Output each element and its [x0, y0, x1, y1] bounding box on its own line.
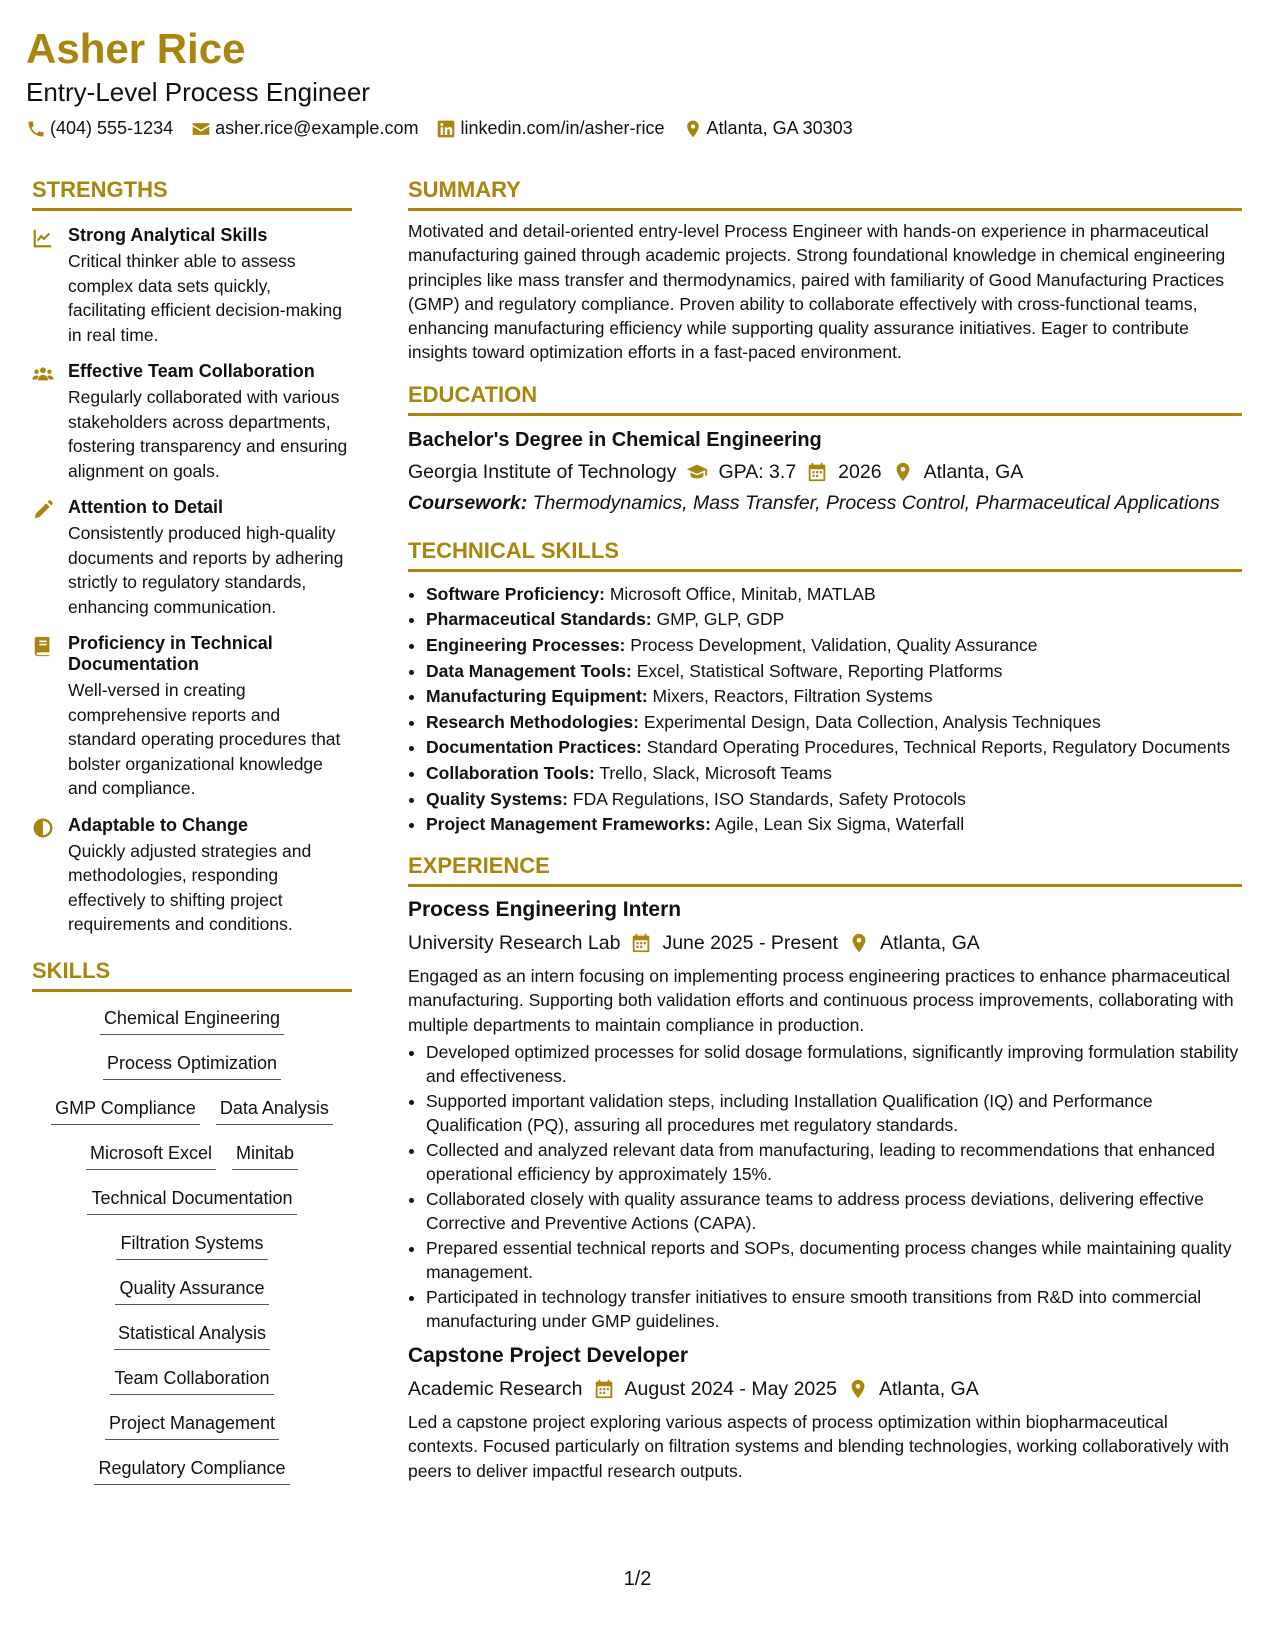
technical-skills-section: [408, 537, 1242, 836]
skills-list: [32, 1006, 352, 1501]
skill-value: Process Development, Validation, Quality Assurance: [630, 634, 1038, 655]
users-icon: [32, 363, 54, 385]
education-location: Atlanta, GA: [923, 460, 1024, 483]
map-pin-icon: [847, 1378, 869, 1400]
email-text[interactable]: asher.rice@example.com: [215, 118, 419, 138]
job-dates: August 2024 - May 2025: [624, 1378, 837, 1401]
list-item: • Collaborated closely with quality assurance teams to address process deviations, delivering effective Corrective and Preventive Actions (CAPA).: [426, 1188, 1242, 1235]
strength-item: [32, 225, 352, 347]
skill-value: Trello, Slack, Microsoft Teams: [599, 762, 832, 783]
left-column: [32, 176, 352, 1501]
strength-desc: Well-versed in creating comprehensive reports and standard operating procedures that bolster organizational knowledge and compliance.: [68, 680, 341, 798]
summary-section: [408, 176, 1242, 365]
job-meta: [408, 930, 1242, 956]
strength-item: [32, 815, 352, 937]
strength-title: Attention to Detail: [68, 497, 223, 517]
contact-bar: [26, 118, 1245, 139]
skill-row: [116, 1231, 267, 1276]
list-item: [426, 607, 1242, 631]
graduation-cap-icon: [686, 461, 708, 483]
job-summary: Engaged as an intern focusing on implementing process engineering practices to enhance pharmaceutical manufacturing. Supporting both validation efforts and continuous process improvements, collaborating with multiple departments to maintain compliance in production.: [408, 966, 1234, 1035]
list-item: [426, 582, 1242, 606]
list-item: [426, 812, 1242, 836]
gpa-text: GPA: 3.7: [718, 460, 797, 483]
skill-tag: GMP Compliance: [51, 1096, 200, 1125]
right-column: [408, 176, 1242, 1483]
strength-item: [32, 497, 352, 619]
job-summary: Led a capstone project exploring various aspects of process optimization within biopharmaceutical contexts. Focused particularly on filtration systems and blending technologies, working collaboratively with peers to deliver impactful research outputs.: [408, 1412, 1229, 1481]
skill-value: Agile, Lean Six Sigma, Waterfall: [714, 814, 965, 835]
map-pin-icon: [892, 461, 914, 483]
contact-email[interactable]: [191, 118, 418, 139]
skill-row: [87, 1186, 296, 1231]
skill-label: Quality Systems:: [426, 788, 568, 809]
job-org: University Research Lab: [408, 932, 621, 955]
chart-line-icon: [32, 227, 54, 249]
skill-label: Research Methodologies:: [426, 711, 639, 732]
skill-value: Excel, Statistical Software, Reporting Platforms: [636, 660, 1003, 681]
contact-phone: [26, 118, 173, 139]
list-item: [426, 735, 1242, 759]
linkedin-icon: [436, 119, 456, 139]
skill-tag: Regulatory Compliance: [94, 1456, 289, 1485]
skill-row: [103, 1051, 281, 1096]
resume-header: [26, 24, 1245, 139]
list-item: [426, 710, 1242, 734]
graduation-year: 2026: [838, 460, 882, 483]
linkedin-text[interactable]: linkedin.com/in/asher-rice: [460, 118, 665, 138]
list-item: [426, 633, 1242, 657]
skill-tag: Minitab: [232, 1141, 298, 1170]
strength-title: Effective Team Collaboration: [68, 361, 315, 381]
skill-label: Data Management Tools:: [426, 660, 632, 681]
skill-label: Engineering Processes:: [426, 634, 626, 655]
skill-row: [105, 1411, 279, 1456]
skill-tag: Microsoft Excel: [86, 1141, 216, 1170]
strength-item: [32, 361, 352, 483]
job-meta: [408, 1376, 1242, 1402]
skill-row: [94, 1456, 289, 1501]
coursework-list: Thermodynamics, Mass Transfer, Process Control, Pharmaceutical Applications: [532, 491, 1220, 514]
coursework: [408, 491, 1242, 515]
page-number: 1/2: [623, 1568, 652, 1590]
strength-title: Adaptable to Change: [68, 814, 249, 835]
skill-tag: Technical Documentation: [87, 1186, 296, 1215]
strength-item: [32, 633, 352, 801]
skill-row: [86, 1141, 298, 1186]
envelope-icon: [191, 119, 211, 139]
job-entry: [408, 1343, 1242, 1483]
skill-value: FDA Regulations, ISO Standards, Safety Protocols: [572, 788, 966, 809]
skill-label: Documentation Practices:: [426, 737, 642, 758]
contact-location: [683, 118, 853, 139]
list-item: • Collected and analyzed relevant data from manufacturing, leading to recommendations that enhanced operational efficiency by approximately 15%.: [426, 1139, 1242, 1186]
calendar-icon: [593, 1378, 615, 1400]
skill-tag: Quality Assurance: [115, 1276, 268, 1305]
education-heading: EDUCATION: [408, 381, 1242, 416]
coursework-label: Coursework:: [408, 491, 528, 514]
summary-heading: SUMMARY: [408, 176, 1242, 211]
strength-desc: Critical thinker able to assess complex data sets quickly, facilitating efficient decision-making in real time.: [68, 251, 342, 345]
list-item: • Participated in technology transfer initiatives to ensure smooth transitions from R&D into commercial manufacturing under GMP guidelines.: [426, 1286, 1242, 1333]
strengths-heading: STRENGTHS: [32, 176, 352, 211]
skill-value: Mixers, Reactors, Filtration Systems: [652, 686, 933, 707]
skill-value: GMP, GLP, GDP: [656, 609, 785, 630]
job-org: Academic Research: [408, 1378, 583, 1401]
calendar-icon: [630, 932, 652, 954]
job-title: Capstone Project Developer: [408, 1344, 689, 1368]
list-item: • Developed optimized processes for solid dosage formulations, significantly improving formulation stability and effectiveness.: [426, 1041, 1242, 1088]
strength-desc: Regularly collaborated with various stakeholders across departments, fostering transparency and ensuring alignment on goals.: [68, 387, 348, 481]
list-item: • Supported important validation steps, including Installation Qualification (IQ) and Performance Qualification (PQ), assuring all procedures met regulatory standards.: [426, 1090, 1242, 1137]
job-entry: [408, 897, 1242, 1333]
strength-desc: Quickly adjusted strategies and methodologies, responding effectively to shifting project requirements and conditions.: [68, 840, 312, 934]
strength-title: Proficiency in Technical Documentation: [68, 633, 273, 674]
skills-heading: SKILLS: [32, 957, 352, 992]
skill-value: Standard Operating Procedures, Technical Reports, Regulatory Documents: [646, 737, 1231, 758]
skill-tag: Data Analysis: [216, 1096, 333, 1125]
phone-icon: [26, 119, 46, 139]
skill-tag: Process Optimization: [103, 1051, 281, 1080]
candidate-title: Entry-Level Process Engineer: [26, 77, 370, 107]
skill-tag: Chemical Engineering: [100, 1006, 284, 1035]
skill-row: [51, 1096, 333, 1141]
skill-value: Microsoft Office, Minitab, MATLAB: [609, 583, 876, 604]
contact-linkedin[interactable]: [436, 118, 664, 139]
skill-tag: Filtration Systems: [116, 1231, 267, 1260]
list-item: [426, 787, 1242, 811]
strength-title: Strong Analytical Skills: [68, 225, 268, 245]
list-item: • Prepared essential technical reports and SOPs, documenting process changes while maintaining quality management.: [426, 1237, 1242, 1284]
half-circle-icon: [32, 817, 54, 839]
strength-desc: Consistently produced high-quality documents and reports by adhering strictly to regulatory standards, enhancing communication.: [68, 523, 344, 617]
pencil-icon: [32, 499, 54, 521]
technical-skills-list: [408, 582, 1242, 836]
experience-heading: EXPERIENCE: [408, 852, 1242, 887]
skills-section: [32, 957, 352, 1501]
book-icon: [32, 635, 54, 657]
job-location: Atlanta, GA: [878, 1378, 979, 1401]
skill-value: Experimental Design, Data Collection, Analysis Techniques: [643, 711, 1101, 732]
school-name: Georgia Institute of Technology: [408, 460, 677, 483]
skill-label: Project Management Frameworks:: [426, 814, 711, 835]
job-location: Atlanta, GA: [880, 932, 980, 955]
skill-row: [114, 1321, 270, 1366]
calendar-icon: [806, 461, 828, 483]
skill-row: [100, 1006, 284, 1051]
skill-label: Collaboration Tools:: [426, 762, 595, 783]
list-item: [426, 761, 1242, 785]
map-pin-icon: [848, 932, 870, 954]
education-section: [408, 381, 1242, 515]
education-meta: [408, 459, 1242, 485]
skill-row: [115, 1276, 268, 1321]
skill-tag: Statistical Analysis: [114, 1321, 270, 1350]
list-item: [426, 684, 1242, 708]
skill-tag: Project Management: [105, 1411, 279, 1440]
job-bullets: [408, 1041, 1242, 1333]
degree-title: Bachelor's Degree in Chemical Engineering: [408, 428, 822, 451]
candidate-name: Asher Rice: [26, 25, 246, 72]
strengths-section: [32, 176, 352, 937]
list-item: [426, 659, 1242, 683]
technical-skills-heading: TECHNICAL SKILLS: [408, 537, 1242, 572]
skill-tag: Team Collaboration: [110, 1366, 273, 1395]
job-title: Process Engineering Intern: [408, 898, 682, 922]
phone-text: (404) 555-1234: [50, 118, 174, 138]
summary-text: Motivated and detail-oriented entry-level Process Engineer with hands-on experience in pharmaceutical manufacturing gained through academic projects. Strong foundational knowledge in chemical engineering principles like mass transfer and thermodynamics, paired with familiarity of Good Manufacturing Practices (GMP) and regulatory compliance. Proven ability to collaborate effectively with cross-functional teams, enhancing manufacturing efficiency while supporting quality assurance initiatives. Eager to contribute insights toward optimization efforts in a fast-paced environment.: [408, 221, 1226, 363]
skill-label: Manufacturing Equipment:: [426, 686, 648, 707]
job-dates: June 2025 - Present: [662, 932, 839, 955]
location-text: Atlanta, GA 30303: [706, 118, 853, 138]
skill-label: Software Proficiency:: [426, 583, 605, 604]
skill-row: [110, 1366, 273, 1411]
experience-section: [408, 852, 1242, 1483]
skill-label: Pharmaceutical Standards:: [426, 609, 652, 630]
map-pin-icon: [683, 119, 703, 139]
